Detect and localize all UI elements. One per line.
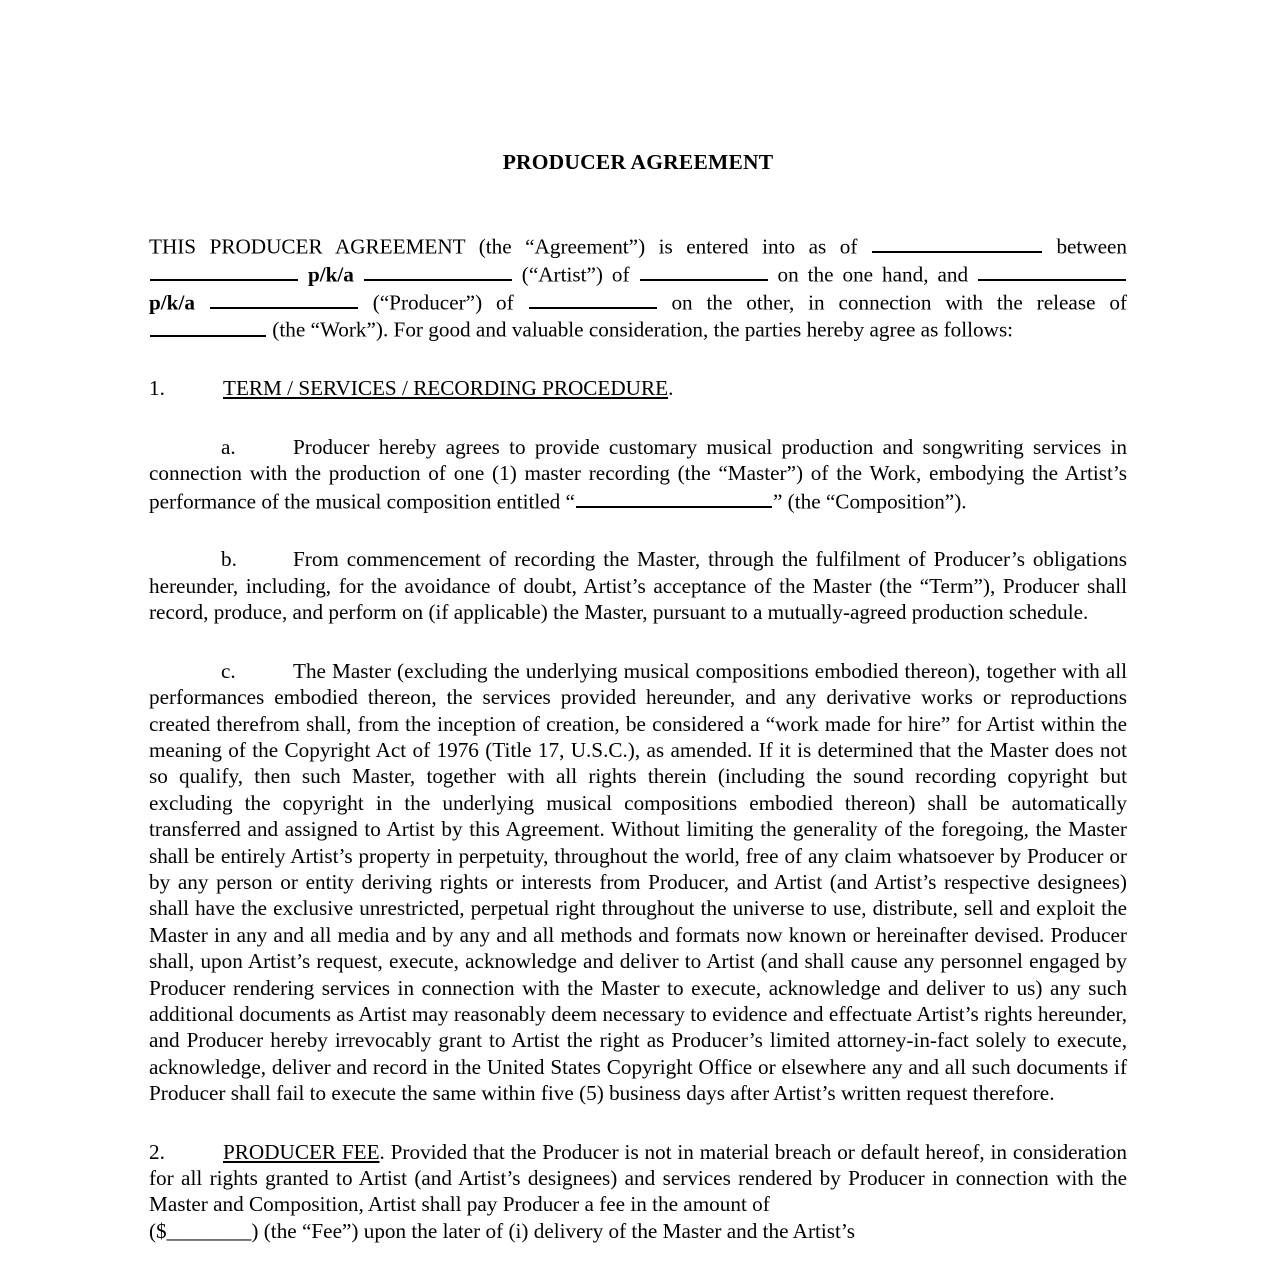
blank-work-title[interactable] <box>150 315 266 337</box>
intro-paragraph <box>149 232 1127 344</box>
intro-segment-8: on the other, in connection with the release of <box>671 290 1128 315</box>
spacer-after-section-1-heading <box>149 402 1127 434</box>
section-2-title: PRODUCER FEE <box>223 1139 380 1164</box>
subsection-1b-label: b. <box>221 547 237 572</box>
spacer-before-section-2 <box>149 1107 1127 1139</box>
subsection-1c <box>149 658 1127 1107</box>
intro-pka-1: p/k/a <box>307 262 354 287</box>
intro-segment-9: (the “Work”). For good and valuable consideration, the parties hereby agree as follows: <box>272 317 1014 342</box>
subsection-1a-text-before: Producer hereby agrees to provide customary musical production and songwriting services in connection with the production of one (1) master recording (the “Master”) of the Work, embodying the Artist’s performance of the musical composition entitled “ <box>149 434 1127 514</box>
spacer-before-section-1 <box>149 343 1127 375</box>
blank-producer-legal-name[interactable] <box>978 260 1126 282</box>
intro-pka-2: p/k/a <box>149 290 195 315</box>
blank-artist-address[interactable] <box>640 260 768 282</box>
spacer-after-title <box>149 175 1127 207</box>
subsection-1c-label: c. <box>221 658 236 683</box>
subsection-1b-text: From commencement of recording the Master, through the fulfilment of Producer’s obligations hereunder, including, for the avoidance of doubt, Artist’s acceptance of the Master (the “Term”), Producer shall record, produce, and perform on (if applicable) the Master, pursuant to a mutually-agreed production schedule. <box>149 547 1127 625</box>
intro-segment-2: between <box>1056 234 1128 259</box>
spacer-before-1c <box>149 626 1127 658</box>
section-2-number: 2. <box>149 1139 165 1164</box>
intro-segment-1: THIS PRODUCER AGREEMENT (the “Agreement”) is entered into as of <box>149 234 858 259</box>
section-1-number: 1. <box>149 376 165 401</box>
section-2-paragraph <box>149 1139 1127 1218</box>
section-1-heading-trailer: . <box>668 376 674 401</box>
section-1-heading <box>149 375 1127 401</box>
blank-composition-title[interactable] <box>576 487 772 509</box>
page-title: PRODUCER AGREEMENT <box>502 150 774 174</box>
section-1-title: TERM / SERVICES / RECORDING PROCEDURE <box>223 376 669 401</box>
subsection-1b <box>149 546 1127 625</box>
intro-segment-7: (“Producer”) of <box>372 290 514 315</box>
blank-date[interactable] <box>872 232 1042 254</box>
page-content <box>149 0 1128 1243</box>
blank-producer-pka[interactable] <box>210 288 358 310</box>
subsection-1a <box>149 434 1127 515</box>
blank-producer-address[interactable] <box>529 288 657 310</box>
blank-artist-legal-name[interactable] <box>150 260 298 282</box>
subsection-1a-label: a. <box>221 434 236 459</box>
intro-segment-5: on the one hand, and <box>777 262 969 287</box>
spacer-before-1b <box>149 514 1127 546</box>
section-2-body: . Provided that the Producer is not in material breach or default hereof, in consideration for all rights granted to Artist (and Artist’s designees) and services rendered by Producer in connection with the Master and Composition, Artist shall pay Producer a fee in the amount of <box>149 1139 1127 1217</box>
blank-artist-pka[interactable] <box>364 260 512 282</box>
intro-segment-4: (“Artist”) of <box>521 262 630 287</box>
section-2-cut-off-line: ($________) (the “Fee”) upon the later of (i) delivery of the Master and the Artist’s <box>149 1218 856 1243</box>
subsection-1c-text: The Master (excluding the underlying musical compositions embodied thereon), together with all performances embodied thereon, the services provided hereunder, and any derivative works or reproductions created therefrom shall, from the inception of creation, be considered a “work made for hire” for Artist within the meaning of the Copyright Act of 1976 (Title 17, U.S.C.), as amended. If it is determined that the Master does not so qualify, then such Master, together with all rights therein (including the sound recording copyright but excluding the copyright in the underlying musical compositions embodied thereon) shall be automatically transferred and assigned to Artist by this Agreement. Without limiting the generality of the foregoing, the Master shall be entirely Artist’s property in perpetuity, throughout the world, free of any claim whatsoever by Producer or by any person or entity deriving rights or interests from Producer, and Artist (and Artist’s respective designees) shall have the exclusive unrestricted, perpetual right throughout the universe to use, distribute, sell and exploit the Master in any and all media and by any and all methods and formats now known or hereinafter devised. Producer shall, upon Artist’s request, execute, acknowledge and deliver to Artist (and shall cause any personnel engaged by Producer rendering services in connection with the Master to execute, acknowledge and deliver to us) any such additional documents as Artist may reasonably deem necessary to evidence and effectuate Artist’s rights hereunder, and Producer hereby irrevocably grant to Artist the right as Producer’s limited attorney-in-fact solely to execute, acknowledge, deliver and record in the United States Copyright Office or elsewhere any and all such documents if Producer shall fail to execute the same within five (5) business days after Artist’s written request therefore. <box>149 658 1127 1106</box>
subsection-1a-text-after: ” (the “Composition”). <box>772 489 967 514</box>
